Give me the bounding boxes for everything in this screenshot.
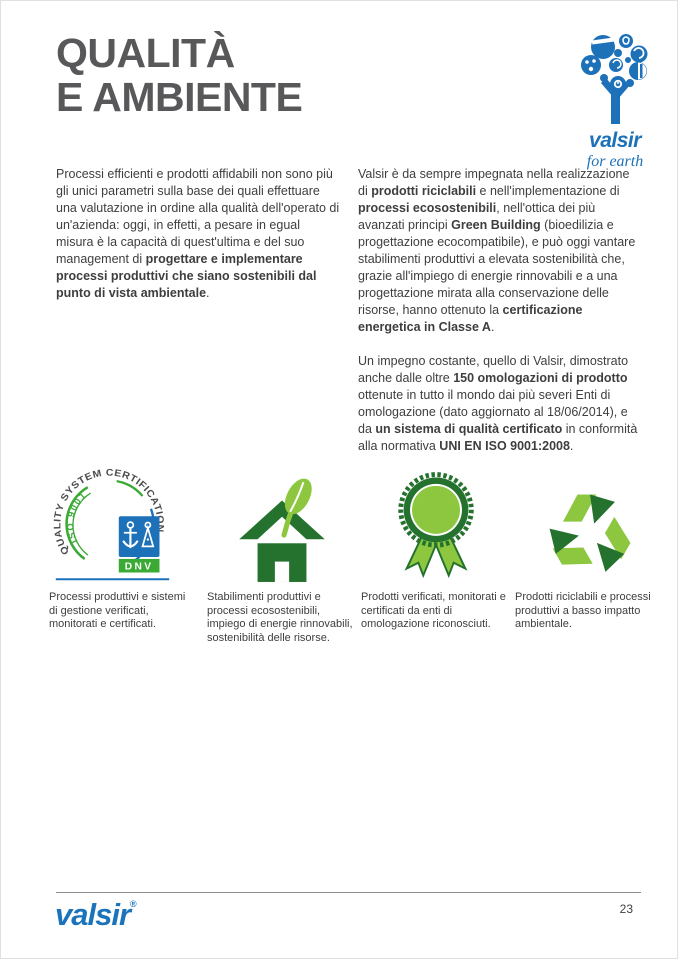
recycle-symbol-icon (515, 464, 665, 584)
page-title (56, 31, 302, 119)
dnv-certification-badge-icon (49, 464, 203, 584)
earth-logo-brand-text: valsir (589, 129, 641, 152)
cert-item-award-rosette (361, 464, 511, 645)
intro-columns (56, 166, 642, 455)
eco-house-leaf-icon (207, 464, 357, 584)
valsir-for-earth-logo (571, 27, 659, 171)
footer-divider (56, 892, 641, 893)
badge-dnv-label: DNV (124, 561, 154, 573)
tree-icon (571, 27, 659, 127)
cert-item-eco-house (207, 464, 357, 645)
earth-logo-tagline-text: for earth (586, 153, 644, 170)
award-rosette-icon (361, 464, 511, 584)
page-title-line1: QUALITÀ (56, 30, 235, 76)
badge-arc-text: QUALITY SYSTEM CERTIFICATION (52, 467, 166, 557)
intro-right-paragraph-2: Un impegno costante, quello di Valsir, dimostrato anche dalle oltre 150 omologazioni di prodotto ottenute in tutto il mondo dai più severi Enti di omologazione (dato aggiornato al 18/06/2014), e da un sistema di qualità certificato in conformità alla normativa UNI EN ISO 9001:2008. (358, 354, 638, 453)
cert-caption-award-rosette: Prodotti verificati, monitorati e certificati da enti di omologazione riconosciuti. (361, 591, 506, 630)
intro-right-column (358, 166, 642, 455)
badge-iso-text: ISO 9001 (65, 489, 89, 545)
cert-caption-quality-system: Processi produttivi e sistemi di gestione verificati, monitorati e certificati. (49, 591, 186, 630)
intro-left-paragraph: Processi efficienti e prodotti affidabili non sono più gli unici parametri sulla base dei quali effettuare una valutazione in ordine alla qualità dell'operato di un'azienda: oggi, in effetti, a pesare in egual misura è la capacità di quest'ultima e del suo management di progettare e implementare processi produttivi che siano sostenibili dal punto di vista ambientale. (56, 167, 340, 300)
certifications-row (49, 464, 651, 645)
cert-item-recycle (515, 464, 665, 645)
footer-brand-text: valsir (55, 897, 131, 932)
cert-caption-eco-house: Stabilimenti produttivi e processi ecosostenibili, impiego di energie rinnovabili, sostenibilità delle risorse. (207, 591, 353, 644)
page-title-line2: E AMBIENTE (56, 74, 303, 120)
intro-right-paragraph-1: Valsir è da sempre impegnata nella realizzazione di prodotti riciclabili e nell'implementazione di processi ecosostenibili, nell'ottica dei più avanzati principi Green Building (bioedilizia e progettazione ecocompatibile), e può oggi vantare stabilimenti produttivi a elevata sostenibilità che, grazie all'impiego di energie rinnovabili e a una progettazione mirata alla conservazione delle risorse, hanno ottenuto la certificazione energetica in Classe A. (358, 167, 636, 334)
page-number: 23 (619, 902, 633, 916)
intro-left-column (56, 166, 340, 455)
cert-item-quality-system (49, 464, 203, 645)
registered-mark: ® (130, 899, 137, 909)
cert-caption-recycle: Prodotti riciclabili e processi produttivi a basso impatto ambientale. (515, 591, 651, 630)
valsir-footer-logo (55, 897, 137, 933)
